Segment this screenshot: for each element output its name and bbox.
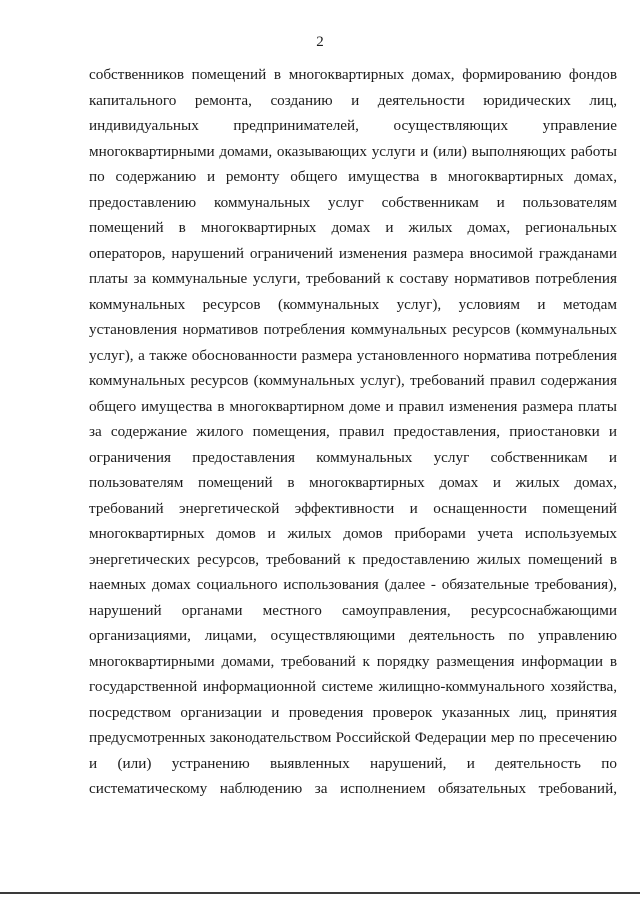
text-line: общего имущества в многоквартирном доме и правил изменения размера платы bbox=[89, 397, 617, 415]
text-line: помещений в многоквартирных домах и жилых домах, региональных bbox=[89, 219, 617, 236]
text-line: коммунальных ресурсов (коммунальных услуг), требований правил содержания bbox=[89, 372, 617, 389]
text-line: организациями, лицами, осуществляющими деятельность по управлению bbox=[89, 627, 617, 644]
text-line: услуг), а также обоснованности размера установленного норматива потребления bbox=[89, 346, 617, 364]
text-line: собственников помещений в многоквартирных домах, формированию фондов bbox=[89, 66, 617, 83]
text-line: нарушений органами местного самоуправления, ресурсоснабжающими bbox=[89, 601, 617, 619]
text-line: предоставлению коммунальных услуг собственникам и пользователям bbox=[89, 193, 617, 211]
body-text bbox=[89, 62, 617, 802]
text-line: предусмотренных законодательством Российской Федерации мер по пресечению bbox=[89, 729, 617, 746]
text-line: установления нормативов потребления коммунальных ресурсов (коммунальных bbox=[89, 321, 617, 338]
text-line: многоквартирных домов и жилых домов приборами учета используемых bbox=[89, 525, 617, 542]
text-line: платы за коммунальные услуги, требований к составу нормативов потребления bbox=[89, 270, 617, 287]
text-line: посредством организации и проведения проверок указанных лиц, принятия bbox=[89, 703, 617, 721]
text-line: и (или) устранению выявленных нарушений, и деятельность по bbox=[89, 754, 617, 772]
text-line: операторов, нарушений ограничений изменения размера вносимой гражданами bbox=[89, 244, 617, 262]
text-line: капитального ремонта, созданию и деятельности юридических лиц, bbox=[89, 91, 617, 109]
text-line: коммунальных ресурсов (коммунальных услуг), условиям и методам bbox=[89, 295, 617, 313]
text-line: требований энергетической эффективности и оснащенности помещений bbox=[89, 499, 617, 517]
text-line: наемных домах социального использования (далее - обязательные требования), bbox=[89, 576, 617, 593]
text-line: по содержанию и ремонту общего имущества в многоквартирных домах, bbox=[89, 168, 617, 185]
text-line: многоквартирными домами, требований к порядку размещения информации в bbox=[89, 652, 617, 670]
text-line: индивидуальных предпринимателей, осуществляющих управление bbox=[89, 117, 617, 134]
text-line: пользователям помещений в многоквартирных домах и жилых домах, bbox=[89, 474, 617, 491]
text-line: систематическому наблюдению за исполнением обязательных требований, bbox=[89, 780, 617, 797]
text-line: ограничения предоставления коммунальных услуг собственникам и bbox=[89, 448, 617, 466]
text-line: за содержание жилого помещения, правил предоставления, приостановки и bbox=[89, 423, 617, 440]
page-number: 2 bbox=[316, 34, 324, 50]
text-line: государственной информационной системе жилищно-коммунального хозяйства, bbox=[89, 678, 617, 695]
text-line: многоквартирными домами, оказывающих услуги и (или) выполняющих работы bbox=[89, 142, 617, 160]
footer-rule bbox=[0, 892, 640, 894]
text-line: энергетических ресурсов, требований к предоставлению жилых помещений в bbox=[89, 550, 617, 568]
